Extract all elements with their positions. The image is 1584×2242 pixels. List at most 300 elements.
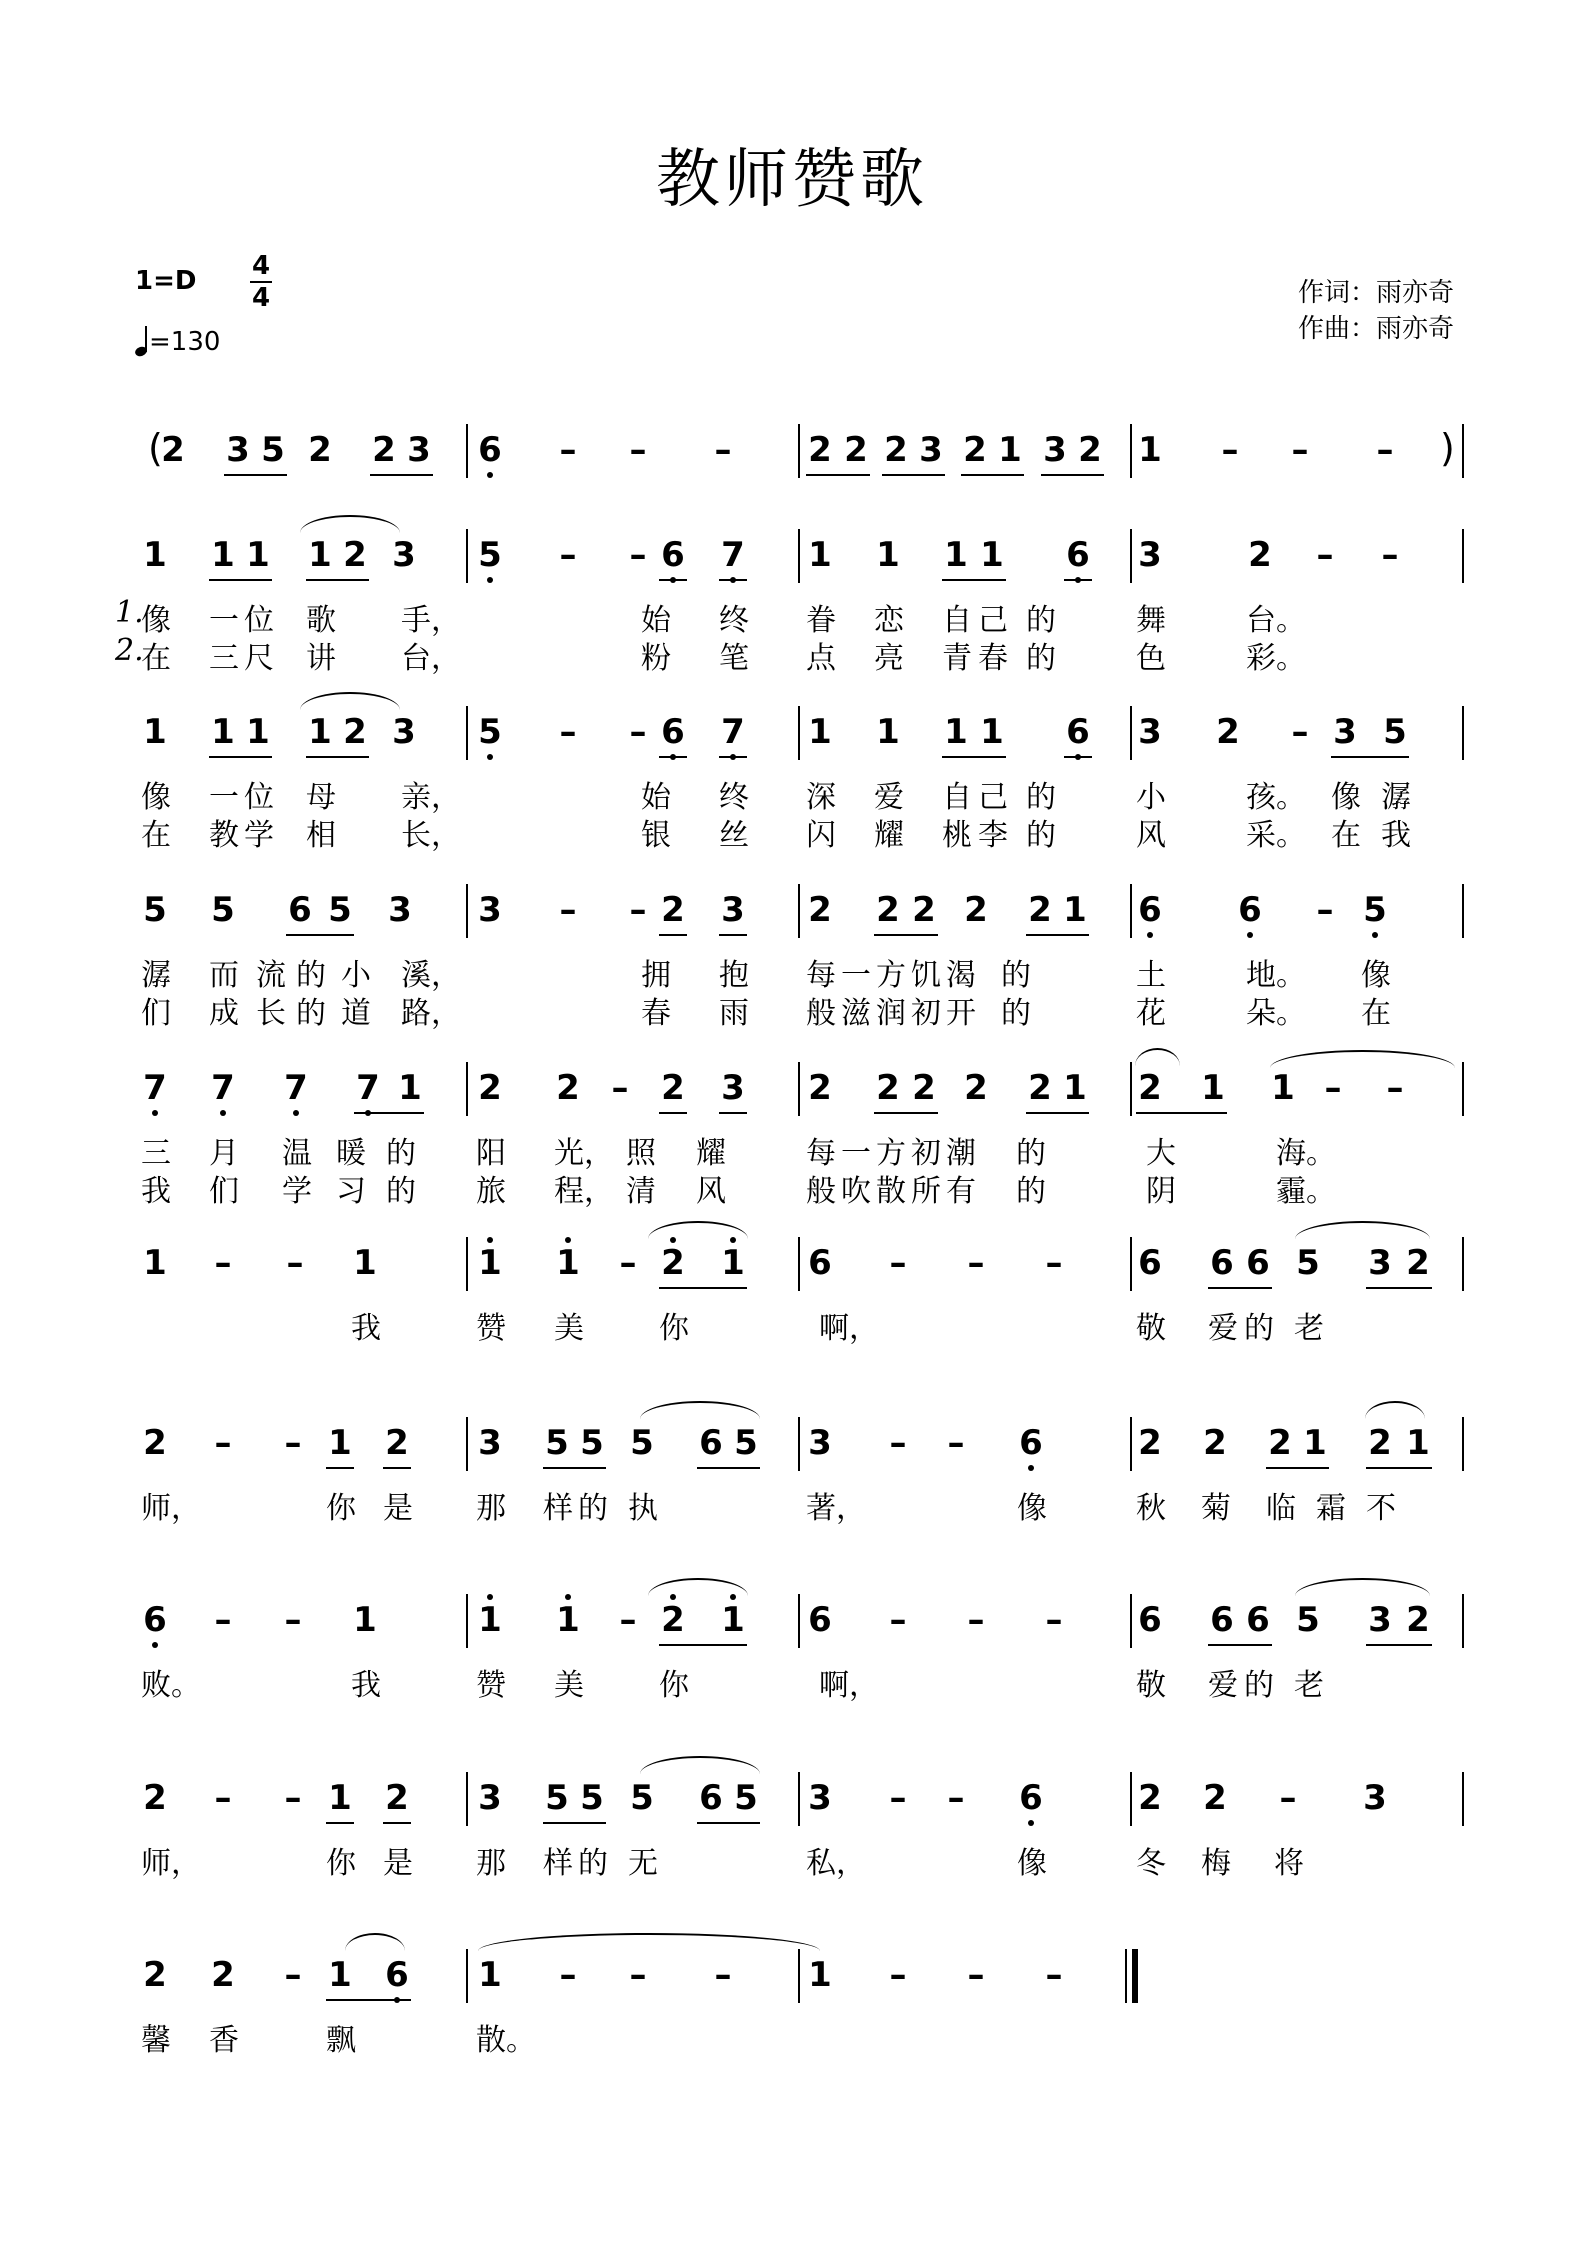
note: 3 (392, 712, 416, 752)
lyric-syllable: 尺 (244, 641, 274, 676)
note: 1 (211, 712, 235, 752)
note: 2 (556, 1068, 580, 1108)
note-extension: – (967, 1600, 985, 1640)
note: 1 (353, 1600, 377, 1640)
lyric-syllable: 的 (1244, 1311, 1274, 1346)
lyric-syllable: 土 (1136, 958, 1166, 993)
lyric-syllable: 的 (1026, 780, 1056, 815)
lyric-syllable: 的 (1016, 1136, 1046, 1171)
slur (648, 1221, 748, 1239)
beam-underline (1208, 1287, 1272, 1289)
note: 3 (1368, 1600, 1392, 1640)
bar-line (798, 1772, 800, 1826)
note: 7 (282, 1068, 310, 1108)
bar-line (1130, 1417, 1132, 1471)
note: 1 (1271, 1068, 1295, 1108)
note-extension: – (967, 1243, 985, 1283)
lyric-syllable: 敬 (1136, 1668, 1166, 1703)
lyric-syllable: 丝 (719, 818, 749, 853)
note: 3 (721, 1068, 745, 1108)
slur (640, 1401, 760, 1419)
lyric-syllable: 眷 (806, 603, 836, 638)
lyric-syllable: 般 (806, 1174, 836, 1209)
lyric-syllable: 执 (628, 1491, 658, 1526)
lyric-syllable: 始 (641, 780, 671, 815)
lyric-syllable: 道 (341, 996, 371, 1031)
page-title: 教师赞歌 (656, 143, 928, 217)
note: 1 (398, 1068, 422, 1108)
lyric-syllable: 一 (841, 1136, 871, 1171)
note: 6 (1136, 890, 1164, 930)
note: 2 (1203, 1778, 1227, 1818)
note: 3 (808, 1423, 832, 1463)
bar-line (466, 706, 468, 760)
beam-underline (806, 474, 870, 476)
lyric-syllable: 吹 (841, 1174, 871, 1209)
lyric-syllable: 孩。 (1246, 780, 1306, 815)
lyric-syllable: 将 (1274, 1846, 1304, 1881)
bar-line (1130, 424, 1132, 478)
note: 1 (719, 1600, 747, 1640)
lyric-syllable: 流 (256, 958, 286, 993)
note: 1 (476, 1243, 504, 1283)
beam-underline (1026, 934, 1089, 936)
note: 3 (1363, 1778, 1387, 1818)
note: 5 (545, 1423, 569, 1463)
note-extension: – (629, 712, 647, 752)
lyric-syllable: 自 (942, 603, 972, 638)
lyric-syllable: 桃 (942, 818, 972, 853)
lyric-syllable: 长， (401, 818, 461, 853)
lyric-syllable: 渴 (946, 958, 976, 993)
lyric-syllable: 抱 (719, 958, 749, 993)
lyric-syllable: 们 (209, 1174, 239, 1209)
note: 1 (143, 1243, 167, 1283)
beam-underline (1026, 1112, 1089, 1114)
lyric-syllable: 彩。 (1246, 641, 1306, 676)
beam-underline (719, 756, 747, 758)
note: 5 (1296, 1600, 1320, 1640)
note: 2 (884, 430, 908, 470)
lyric-syllable: 爱 (1208, 1668, 1238, 1703)
lyric-syllable: 教 (209, 818, 239, 853)
lyric-syllable: 所 (911, 1174, 941, 1209)
lyric-syllable: 海。 (1276, 1136, 1336, 1171)
bar-line (1130, 706, 1132, 760)
note: 5 (476, 535, 504, 575)
beam-underline (224, 474, 287, 476)
note: 6 (288, 890, 312, 930)
final-bar-thin (1125, 1949, 1127, 2003)
lyric-syllable: 美 (554, 1311, 584, 1346)
lyric-syllable: 己 (978, 780, 1008, 815)
note: 6 (1064, 535, 1092, 575)
note: 5 (328, 890, 352, 930)
lyric-syllable: 暖 (336, 1136, 366, 1171)
beam-underline (1041, 474, 1104, 476)
note: 5 (734, 1778, 758, 1818)
note-extension: – (1045, 1243, 1063, 1283)
beam-underline (326, 1999, 411, 2001)
lyric-syllable: 照 (626, 1136, 656, 1171)
beam-underline (719, 579, 747, 581)
lyric-syllable: 开 (946, 996, 976, 1031)
note: 6 (1236, 890, 1264, 930)
lyric-syllable: 位 (244, 603, 274, 638)
slur (640, 1756, 760, 1774)
lyric-syllable: 己 (978, 603, 1008, 638)
beam-underline (1331, 756, 1409, 758)
beam-underline (1366, 1287, 1432, 1289)
lyric-syllable: 的 (1244, 1668, 1274, 1703)
note: 1 (211, 535, 235, 575)
note: 2 (1028, 1068, 1052, 1108)
beam-underline (1366, 1644, 1432, 1646)
lyric-syllable: 像 (1017, 1491, 1047, 1526)
note: 3 (388, 890, 412, 930)
lyric-syllable: 的 (296, 958, 326, 993)
lyric-syllable: 是 (383, 1491, 413, 1526)
beam-underline (286, 934, 354, 936)
beam-underline (961, 474, 1024, 476)
note: 2 (964, 1068, 988, 1108)
note: 1 (478, 1955, 502, 1995)
slur (345, 1933, 405, 1951)
beam-underline (543, 1822, 606, 1824)
bar-line (1462, 706, 1464, 760)
note: 2 (143, 1778, 167, 1818)
note: 2 (876, 1068, 900, 1108)
note: 1 (328, 1955, 352, 1995)
bar-line (798, 1949, 800, 2003)
note-extension: – (1386, 1068, 1404, 1108)
note: 2 (661, 890, 685, 930)
beam-underline (326, 1822, 354, 1824)
lyric-syllable: 亮 (874, 641, 904, 676)
lyric-syllable: 的 (1016, 1174, 1046, 1209)
note-extension: – (629, 890, 647, 930)
lyric-syllable: 样 (543, 1491, 573, 1526)
note: 1 (808, 1955, 832, 1995)
lyric-syllable: 粉 (641, 641, 671, 676)
lyric-syllable: 赞 (476, 1311, 506, 1346)
lyric-syllable: 花 (1136, 996, 1166, 1031)
lyric-syllable: 我 (351, 1311, 381, 1346)
lyric-syllable: 有 (946, 1174, 976, 1209)
note: 2 (1028, 890, 1052, 930)
note: 6 (1210, 1243, 1234, 1283)
note-extension: – (214, 1423, 232, 1463)
note: 2 (963, 430, 987, 470)
lyric-syllable: 方 (876, 1136, 906, 1171)
lyric-syllable: 私， (806, 1846, 866, 1881)
lyric-syllable: 像 (141, 780, 171, 815)
slur (300, 515, 400, 533)
lyric-syllable: 月 (209, 1136, 239, 1171)
lyric-syllable: 像 (1331, 780, 1361, 815)
lyric-syllable: 自 (942, 780, 972, 815)
note: 2 (343, 712, 367, 752)
bar-line (798, 1062, 800, 1116)
note: 6 (1138, 1243, 1162, 1283)
beam-underline (942, 579, 1006, 581)
note-extension: – (714, 430, 732, 470)
note-extension: – (1381, 535, 1399, 575)
lyric-syllable: 在 (1361, 996, 1391, 1031)
note: 1 (944, 712, 968, 752)
note: 5 (580, 1778, 604, 1818)
slur (648, 1578, 748, 1596)
note: 2 (1138, 1423, 1162, 1463)
lyric-syllable: 我 (141, 1174, 171, 1209)
note: 6 (659, 712, 687, 752)
note: 3 (1138, 535, 1162, 575)
lyric-syllable: 台。 (1246, 603, 1306, 638)
lyric-syllable: 一 (841, 958, 871, 993)
note: 2 (1078, 430, 1102, 470)
note: 2 (161, 430, 185, 470)
beam-underline (874, 1112, 938, 1114)
bar-line (1462, 1594, 1464, 1648)
note: 1 (808, 712, 832, 752)
slur (300, 692, 400, 710)
note: 5 (630, 1423, 654, 1463)
lyric-syllable: 馨 (141, 2023, 171, 2058)
bar-line (466, 424, 468, 478)
key-label: 1=D (135, 266, 197, 296)
note-extension: – (1045, 1955, 1063, 1995)
note: 3 (392, 535, 416, 575)
note: 3 (919, 430, 943, 470)
lyric-syllable: 笔 (719, 641, 749, 676)
lyric-syllable: 拥 (641, 958, 671, 993)
note-extension: – (1291, 430, 1309, 470)
lyric-syllable: 春 (641, 996, 671, 1031)
note-extension: – (889, 1600, 907, 1640)
lyric-syllable: 讲 (306, 641, 336, 676)
note: 7 (354, 1068, 382, 1108)
note: 2 (912, 890, 936, 930)
lyric-syllable: 方 (876, 958, 906, 993)
note: 7 (209, 1068, 237, 1108)
note: 3 (721, 890, 745, 930)
bar-line (466, 1062, 468, 1116)
lyric-syllable: 三 (209, 641, 239, 676)
lyric-syllable: 我 (1381, 818, 1411, 853)
beam-underline (370, 474, 433, 476)
note: 2 (808, 430, 832, 470)
note-extension: – (619, 1243, 637, 1283)
note: 2 (143, 1423, 167, 1463)
lyric-syllable: 老 (1294, 1311, 1324, 1346)
lyric-syllable: 潮 (946, 1136, 976, 1171)
bar-line (1130, 1237, 1132, 1291)
note-extension: – (1324, 1068, 1342, 1108)
note-extension: – (286, 1243, 304, 1283)
lyric-syllable: 那 (476, 1491, 506, 1526)
bar-line (1462, 529, 1464, 583)
note: 6 (383, 1955, 411, 1995)
note: 2 (876, 890, 900, 930)
beam-underline (697, 1822, 760, 1824)
lyric-syllable: 歌 (306, 603, 336, 638)
lyric-syllable: 深 (806, 780, 836, 815)
lyric-syllable: 耀 (696, 1136, 726, 1171)
note: 2 (1138, 1778, 1162, 1818)
note-extension: – (889, 1243, 907, 1283)
note: 3 (478, 1423, 502, 1463)
lyric-syllable: 温 (282, 1136, 312, 1171)
lyric-syllable: 采。 (1246, 818, 1306, 853)
lyric-syllable: 初 (911, 1136, 941, 1171)
lyric-syllable: 雨 (719, 996, 749, 1031)
note-extension: – (967, 1955, 985, 1995)
note-extension: – (889, 1955, 907, 1995)
lyric-syllable: 小 (1136, 780, 1166, 815)
note: 5 (1361, 890, 1389, 930)
lyric-syllable: 三 (141, 1136, 171, 1171)
note-extension: – (1279, 1778, 1297, 1818)
note: 6 (1017, 1778, 1045, 1818)
lyric-syllable: 始 (641, 603, 671, 638)
beam-underline (659, 1112, 687, 1114)
lyric-syllable: 习 (336, 1174, 366, 1209)
lyric-syllable: 一 (209, 603, 239, 638)
lyric-syllable: 著， (806, 1491, 866, 1526)
beam-underline (874, 934, 938, 936)
bar-line (798, 1237, 800, 1291)
note: 5 (1383, 712, 1407, 752)
note: 1 (1063, 1068, 1087, 1108)
beam-underline (942, 756, 1006, 758)
lyric-syllable: 的 (1026, 603, 1056, 638)
slur (1365, 1401, 1425, 1419)
note-extension: – (947, 1778, 965, 1818)
note-extension: – (559, 712, 577, 752)
note-extension: – (714, 1955, 732, 1995)
beam-underline (1266, 1467, 1329, 1469)
beam-underline (659, 579, 687, 581)
note: 1 (143, 712, 167, 752)
lyric-syllable: 学 (282, 1174, 312, 1209)
note: 1 (353, 1243, 377, 1283)
lyric-syllable: 台， (401, 641, 461, 676)
lyric-syllable: 败。 (141, 1668, 201, 1703)
note: 2 (1248, 535, 1272, 575)
repeat-paren-close: ) (1440, 426, 1455, 470)
note-extension: – (889, 1778, 907, 1818)
lyric-syllable: 的 (386, 1174, 416, 1209)
note: 7 (719, 535, 747, 575)
note: 1 (1303, 1423, 1327, 1463)
bar-line (466, 1417, 468, 1471)
beam-underline (354, 1112, 424, 1114)
note: 5 (734, 1423, 758, 1463)
lyric-syllable: 你 (326, 1491, 356, 1526)
lyric-syllable: 你 (659, 1668, 689, 1703)
lyric-syllable: 舞 (1136, 603, 1166, 638)
lyric-syllable: 青 (942, 641, 972, 676)
lyric-syllable: 朵。 (1246, 996, 1306, 1031)
lyric-syllable: 春 (978, 641, 1008, 676)
note-extension: – (629, 1955, 647, 1995)
note-extension: – (1291, 712, 1309, 752)
bar-line (1462, 1062, 1464, 1116)
lyric-syllable: 点 (806, 641, 836, 676)
bar-line (1130, 1594, 1132, 1648)
lyric-syllable: 潺 (1381, 780, 1411, 815)
note: 6 (141, 1600, 169, 1640)
lyric-syllable: 的 (578, 1491, 608, 1526)
bar-line (798, 884, 800, 938)
beam-underline (659, 1287, 747, 1289)
note: 2 (659, 1600, 687, 1640)
beam-underline (659, 756, 687, 758)
lyric-syllable: 那 (476, 1846, 506, 1881)
lyric-syllable: 地。 (1246, 958, 1306, 993)
note: 3 (226, 430, 250, 470)
note: 1 (876, 535, 900, 575)
note: 2 (143, 1955, 167, 1995)
note: 2 (964, 890, 988, 930)
tempo-value: =130 (149, 327, 221, 357)
note: 6 (1246, 1243, 1270, 1283)
note: 3 (407, 430, 431, 470)
note: 2 (385, 1423, 409, 1463)
beam-underline (326, 1467, 354, 1469)
note: 1 (876, 712, 900, 752)
note: 5 (476, 712, 504, 752)
beam-underline (383, 1822, 411, 1824)
lyric-syllable: 风 (696, 1174, 726, 1209)
note-extension: – (611, 1068, 629, 1108)
note: 2 (1203, 1423, 1227, 1463)
note: 1 (980, 712, 1004, 752)
beam-underline (1064, 756, 1092, 758)
lyric-syllable: 阴 (1146, 1174, 1176, 1209)
beam-underline (659, 934, 687, 936)
lyric-syllable: 相 (306, 818, 336, 853)
bar-line (466, 884, 468, 938)
lyric-syllable: 溪， (401, 958, 461, 993)
note-extension: – (629, 535, 647, 575)
lyric-syllable: 的 (1001, 996, 1031, 1031)
note: 3 (478, 890, 502, 930)
note: 6 (1017, 1423, 1045, 1463)
lyric-syllable: 散 (876, 1174, 906, 1209)
note-extension: – (947, 1423, 965, 1463)
bar-line (466, 1772, 468, 1826)
slur (1295, 1221, 1430, 1239)
note: 3 (1043, 430, 1067, 470)
lyric-syllable: 李 (978, 818, 1008, 853)
lyric-syllable: 润 (876, 996, 906, 1031)
bar-line (1130, 1062, 1132, 1116)
note: 1 (143, 535, 167, 575)
note: 2 (808, 890, 832, 930)
note-extension: – (619, 1600, 637, 1640)
lyricist-credit: 作词：雨亦奇 (1297, 278, 1454, 308)
lyric-syllable: 的 (296, 996, 326, 1031)
lyric-syllable: 滋 (841, 996, 871, 1031)
slur (478, 1933, 820, 1951)
note: 6 (699, 1423, 723, 1463)
note: 1 (554, 1243, 582, 1283)
note-extension: – (284, 1423, 302, 1463)
note: 1 (246, 535, 270, 575)
bar-line (1130, 1772, 1132, 1826)
note-extension: – (559, 890, 577, 930)
